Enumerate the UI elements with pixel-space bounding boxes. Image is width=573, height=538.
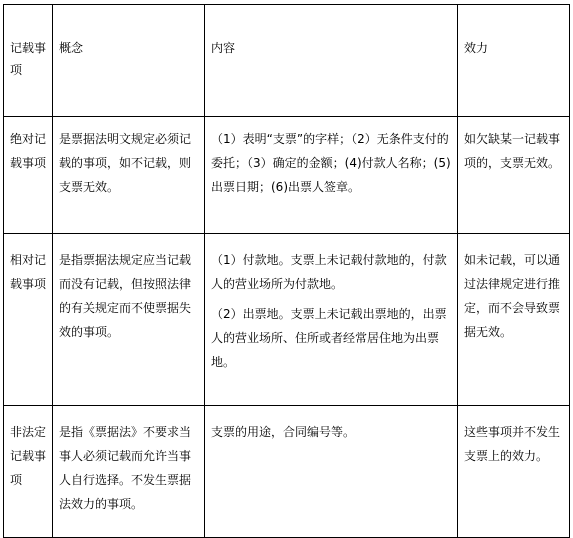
content-paragraph: 支票的用途，合同编号等。 [211,425,356,439]
header-content: 内容 [205,5,458,117]
table-header-row [4,5,570,117]
row-effect: 这些事项并不发生支票上的效力。 [458,406,570,538]
table-row [4,234,570,406]
row-content [205,117,458,234]
row-effect: 如欠缺某一记载事项的，支票无效。 [458,117,570,234]
row-category: 非法定记载事项 [4,406,53,538]
bill-items-table [3,4,570,538]
header-concept: 概念 [53,5,205,117]
row-category: 绝对记载事项 [4,117,53,234]
row-concept: 是票据法明文规定必须记载的事项，如不记载，则支票无效。 [53,117,205,234]
table-row [4,406,570,538]
row-effect: 如未记载，可以通过法律规定进行推定，而不会导致票据无效。 [458,234,570,406]
row-content [205,406,458,538]
content-paragraph: （1）付款地。支票上未记载付款地的，付款人的营业场所为付款地。 [211,253,447,291]
table-row [4,117,570,234]
content-paragraph: （2）出票地。支票上未记载出票地的，出票人的营业场所、住所或者经常居住地为出票地。 [211,307,447,369]
row-content [205,234,458,406]
header-item: 记载事项 [4,5,53,117]
row-category: 相对记载事项 [4,234,53,406]
header-effect: 效力 [458,5,570,117]
content-paragraph: （1）表明“支票”的字样；（2）无条件支付的委托；（3）确定的金额；(4)付款人名称；(5)出票日期；(6)出票人签章。 [211,132,451,194]
row-concept: 是指票据法规定应当记载而没有记载，但按照法律的有关规定而不使票据失效的事项。 [53,234,205,406]
row-concept: 是指《票据法》不要求当事人必须记载而允许当事人自行选择。不发生票据法效力的事项。 [53,406,205,538]
